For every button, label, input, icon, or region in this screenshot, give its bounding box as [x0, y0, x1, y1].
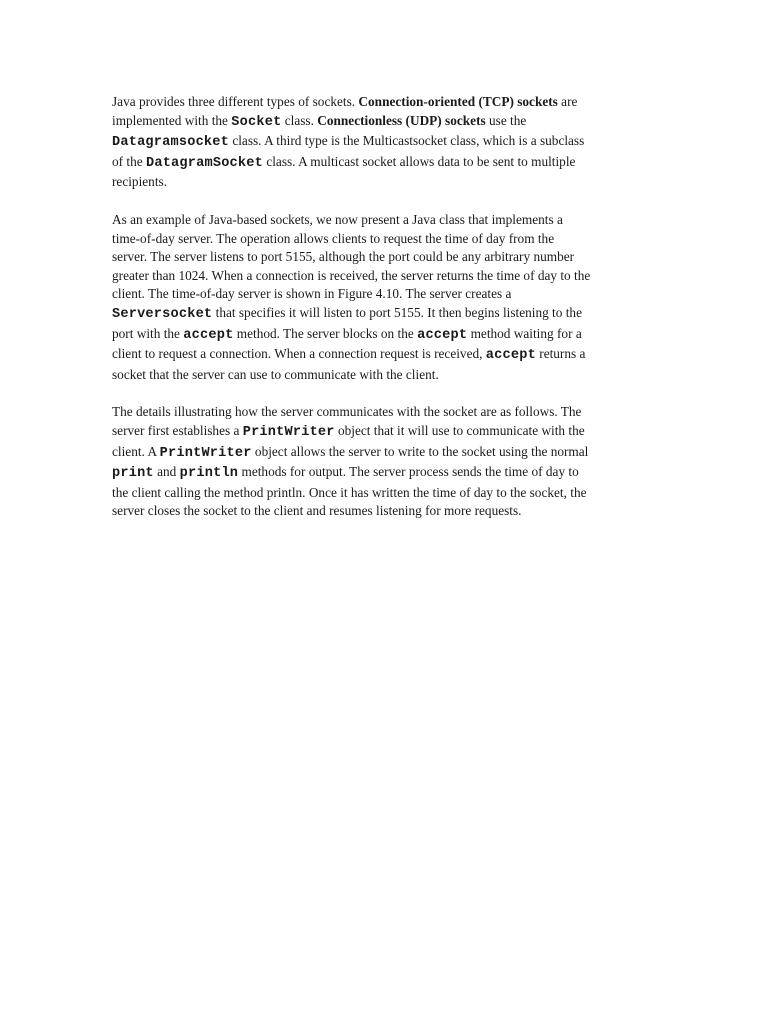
paragraph-1 — [112, 93, 656, 192]
text-line — [112, 285, 656, 304]
text-run: server closes the socket to the client and resumes listening for more requests. — [112, 503, 522, 519]
text-line — [112, 484, 656, 503]
text-run: the client calling the method println. Once it has written the time of day to the socket, the — [112, 484, 587, 500]
text-run: object that it will use to communicate with the — [334, 422, 585, 438]
text-line — [112, 325, 656, 346]
bold-term: Connectionless (UDP) sockets — [317, 112, 486, 128]
text-line — [112, 112, 656, 133]
text-line — [112, 345, 656, 366]
inline-code: Socket — [231, 114, 282, 130]
text-run: client. The time-of-day server is shown in Figure 4.10. The server creates a — [112, 286, 512, 302]
text-line — [112, 211, 656, 230]
text-run: time-of-day server. The operation allows clients to request the time of day from the — [112, 230, 555, 246]
bold-term: Connection-oriented (TCP) sockets — [358, 94, 558, 109]
text-run: implemented with the — [112, 112, 232, 128]
text-line — [112, 132, 656, 153]
inline-code: accept — [485, 348, 536, 364]
text-run: class. A multicast socket allows data to be sent to multiple — [263, 153, 576, 169]
text-run: recipients. — [112, 174, 168, 190]
paragraph-3 — [112, 403, 656, 521]
text-run: method. The server blocks on the — [233, 325, 418, 341]
text-line — [112, 248, 656, 267]
inline-code: println — [179, 466, 239, 482]
text-run: methods for output. The server process sends the time of day to — [238, 464, 579, 480]
text-run: The details illustrating how the server communicates with the socket are as follows. The — [112, 404, 582, 420]
text-run: use the — [485, 112, 527, 128]
text-run: socket that the server can use to communicate with the client. — [112, 366, 439, 382]
text-line — [112, 267, 656, 286]
text-run: class. A third type is the Multicastsocket class, which is a subclass — [229, 133, 585, 149]
text-line — [112, 230, 656, 249]
text-run: client. A — [112, 443, 160, 459]
text-run: and — [153, 464, 180, 480]
text-line — [112, 463, 656, 484]
text-run: are — [557, 94, 578, 109]
text-run: server. The server listens to port 5155, although the port could be any arbitrary number — [112, 249, 575, 265]
inline-code: Serversocket — [112, 306, 213, 322]
inline-code: DatagramSocket — [145, 155, 263, 171]
inline-code: PrintWriter — [242, 424, 335, 440]
text-line — [112, 153, 656, 174]
text-run: Java provides three different types of sockets. — [112, 94, 359, 109]
text-run: object allows the server to write to the socket using the normal — [251, 443, 589, 459]
inline-code: PrintWriter — [159, 445, 252, 461]
text-run: greater than 1024. When a connection is received, the server returns the time of day to the — [112, 267, 591, 283]
inline-code: accept — [183, 327, 234, 343]
document-page — [112, 93, 656, 540]
text-run: of the — [112, 153, 146, 169]
text-line — [112, 93, 656, 112]
text-line — [112, 304, 656, 325]
text-run: method waiting for a — [467, 325, 582, 341]
paragraph-2 — [112, 211, 656, 384]
text-run: server first establishes a — [112, 422, 243, 438]
inline-code: Datagramsocket — [112, 135, 230, 151]
text-line — [112, 366, 656, 385]
text-run: port with the — [112, 325, 184, 341]
text-line — [112, 443, 656, 464]
text-line — [112, 403, 656, 422]
text-run: As an example of Java-based sockets, we now present a Java class that implements a — [112, 211, 563, 227]
text-run: returns a — [535, 346, 586, 362]
text-line — [112, 173, 656, 192]
text-run: that specifies it will listen to port 5155. It then begins listening to the — [212, 304, 582, 320]
text-run: client to request a connection. When a connection request is received, — [112, 346, 486, 362]
inline-code: print — [112, 466, 154, 482]
text-line — [112, 422, 656, 443]
inline-code: accept — [417, 327, 468, 343]
text-run: class. — [281, 112, 318, 128]
text-line — [112, 502, 656, 521]
